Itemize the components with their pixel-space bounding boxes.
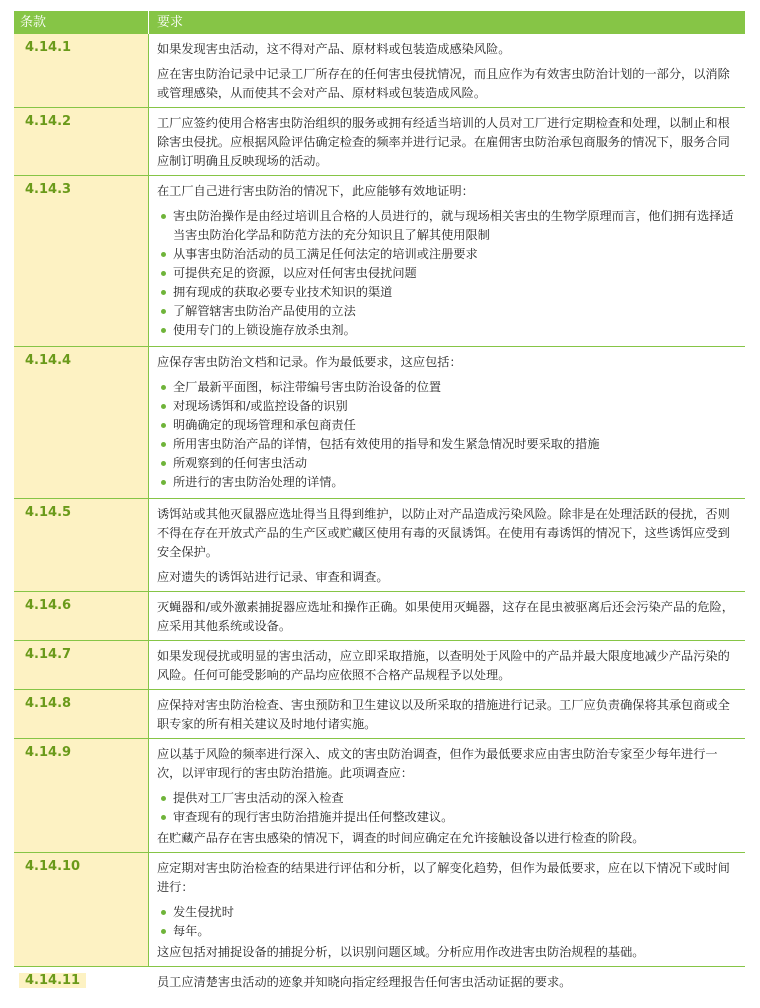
list-item (157, 207, 737, 245)
requirement-list (157, 789, 737, 827)
list-item-text: 所进行的害虫防治处理的详情。 (173, 475, 344, 489)
clause-number-cell (14, 592, 149, 640)
bullet-icon (161, 423, 166, 428)
table-row (14, 499, 745, 592)
list-item (157, 302, 737, 321)
requirement-paragraph: 这应包括对捕捉设备的捕捉分析，以识别问题区域。分析应用作改进害虫防治规程的基础。 (157, 945, 645, 959)
bullet-icon (161, 929, 166, 934)
requirement-cell (149, 34, 745, 107)
clause-number-cell (14, 34, 149, 107)
bullet-icon (161, 910, 166, 915)
list-item (157, 264, 737, 283)
requirement-cell (149, 690, 745, 738)
bullet-icon (161, 404, 166, 409)
list-item (157, 454, 737, 473)
requirement-list (157, 378, 737, 492)
list-item (157, 378, 737, 397)
list-item (157, 397, 737, 416)
clause-number-cell (14, 176, 149, 346)
clause-number-cell (14, 108, 149, 175)
clause-number-cell (14, 967, 149, 996)
list-item-text: 从事害虫防治活动的员工满足任何法定的培训或注册要求 (173, 247, 478, 261)
requirement-cell (149, 347, 745, 498)
clause-number-cell (14, 853, 149, 966)
clause-number: 4.14.8 (25, 696, 72, 711)
list-item (157, 245, 737, 264)
clause-number-cell (14, 499, 149, 591)
clause-number: 4.14.6 (25, 598, 72, 613)
requirement-paragraph: 员工应清楚害虫活动的迹象并知晓向指定经理报告任何害虫活动证据的要求。 (157, 975, 572, 989)
requirement-cell (149, 967, 745, 996)
clause-number: 4.14.10 (25, 859, 81, 874)
requirement-cell (149, 499, 745, 591)
bullet-icon (161, 328, 166, 333)
requirement-paragraph: 应保存害虫防治文档和记录。作为最低要求，这应包括： (157, 355, 462, 369)
list-item-text: 审查现有的现行害虫防治措施并提出任何整改建议。 (173, 810, 454, 824)
requirement-cell (149, 739, 745, 852)
clause-number-cell (14, 347, 149, 498)
requirement-paragraph: 应在害虫防治记录中记录工厂所存在的任何害虫侵扰情况，而且应作为有效害虫防治计划的一部分，以消除或管理感染，从而使其不会对产品、原材料或包装造成风险。 (157, 67, 730, 100)
clause-number: 4.14.5 (25, 505, 72, 520)
requirement-cell (149, 176, 745, 346)
table-row (14, 176, 745, 347)
clause-number: 4.14.3 (25, 182, 72, 197)
list-item-text: 发生侵扰时 (173, 905, 234, 919)
requirement-paragraph: 应定期对害虫防治检查的结果进行评估和分析，以了解变化趋势，但作为最低要求，应在以下情况下或时间进行： (157, 861, 730, 894)
table-header (14, 11, 745, 34)
requirement-paragraph: 工厂应签约使用合格害虫防治组织的服务或拥有经适当培训的人员对工厂进行定期检查和处理，以制止和根除害虫侵扰。应根据风险评估确定检查的频率并进行记录。在雇佣害虫防治承包商服务的情况下，服务合同应制订明确且反映现场的活动。 (157, 116, 730, 168)
bullet-icon (161, 815, 166, 820)
table-row (14, 739, 745, 853)
bullet-icon (161, 461, 166, 466)
requirement-paragraph: 如果发现害虫活动，这不得对产品、原材料或包装造成感染风险。 (157, 42, 511, 56)
requirement-paragraph: 应保持对害虫防治检查、害虫预防和卫生建议以及所采取的措施进行记录。工厂应负责确保将其承包商或全职专家的所有相关建议及时地付诸实施。 (157, 698, 730, 731)
requirement-cell (149, 108, 745, 175)
requirement-list (157, 207, 737, 340)
list-item-text: 了解管辖害虫防治产品使用的立法 (173, 304, 356, 318)
clause-number-cell (14, 690, 149, 738)
list-item-text: 对现场诱饵和/或监控设备的识别 (173, 399, 348, 413)
list-item-text: 提供对工厂害虫活动的深入检查 (173, 791, 344, 805)
header-requirement: 要求 (157, 15, 184, 30)
bullet-icon (161, 271, 166, 276)
list-item (157, 435, 737, 454)
requirement-paragraph: 应对遗失的诱饵站进行记录、审查和调查。 (157, 570, 389, 584)
table-row (14, 108, 745, 176)
list-item (157, 321, 737, 340)
bullet-icon (161, 796, 166, 801)
table-row (14, 967, 745, 996)
list-item-text: 害虫防治操作是由经过培训且合格的人员进行的，就与现场相关害虫的生物学原理而言，他们拥有选择适当害虫防治化学品和防范方法的充分知识且了解其使用限制 (173, 209, 734, 242)
bullet-icon (161, 290, 166, 295)
list-item-text: 可提供充足的资源，以应对任何害虫侵扰问题 (173, 266, 417, 280)
bullet-icon (161, 442, 166, 447)
table-row (14, 690, 745, 739)
clause-table (14, 11, 745, 996)
table-row (14, 641, 745, 690)
bullet-icon (161, 480, 166, 485)
clause-number: 4.14.9 (25, 745, 72, 760)
list-item-text: 使用专门的上锁设施存放杀虫剂。 (173, 323, 356, 337)
list-item (157, 473, 737, 492)
table-row (14, 853, 745, 967)
requirement-paragraph: 灭蝇器和/或外激素捕捉器应选址和操作正确。如果使用灭蝇器，这存在昆虫被驱离后还会污染产品的危险，应采用其他系统或设备。 (157, 600, 734, 633)
list-item (157, 808, 737, 827)
requirement-paragraph: 在工厂自己进行害虫防治的情况下，此应能够有效地证明： (157, 184, 474, 198)
list-item (157, 416, 737, 435)
clause-number: 4.14.1 (25, 40, 72, 55)
list-item-text: 所观察到的任何害虫活动 (173, 456, 308, 470)
requirement-paragraph: 应以基于风险的频率进行深入、成文的害虫防治调查，但作为最低要求应由害虫防治专家至少每年进行一次，以评审现行的害虫防治措施。此项调查应： (157, 747, 718, 780)
bullet-icon (161, 214, 166, 219)
requirement-paragraph: 在贮藏产品存在害虫感染的情况下，调查的时间应确定在允许接触设备以进行检查的阶段。 (157, 831, 645, 845)
requirement-list (157, 903, 737, 941)
list-item-text: 每年。 (173, 924, 210, 938)
bullet-icon (161, 309, 166, 314)
requirement-paragraph: 诱饵站或其他灭鼠器应选址得当且得到维护，以防止对产品造成污染风险。除非是在处理活跃的侵扰，否则不得在存在开放式产品的生产区或贮藏区使用有毒的灭鼠诱饵。在使用有毒诱饵的情况下，这些诱饵应受到安全保护。 (157, 507, 730, 559)
table-body (14, 34, 745, 996)
table-row (14, 592, 745, 641)
list-item (157, 922, 737, 941)
list-item (157, 283, 737, 302)
list-item (157, 789, 737, 808)
list-item-text: 所用害虫防治产品的详情，包括有效使用的指导和发生紧急情况时要采取的措施 (173, 437, 600, 451)
bullet-icon (161, 252, 166, 257)
clause-number: 4.14.11 (19, 973, 86, 988)
requirement-cell (149, 853, 745, 966)
requirement-cell (149, 592, 745, 640)
clause-number: 4.14.2 (25, 114, 72, 129)
requirement-paragraph: 如果发现侵扰或明显的害虫活动，应立即采取措施，以查明处于风险中的产品并最大限度地减少产品污染的风险。任何可能受影响的产品均应依照不合格产品规程予以处理。 (157, 649, 730, 682)
clause-number: 4.14.7 (25, 647, 72, 662)
table-row (14, 347, 745, 499)
clause-number-cell (14, 641, 149, 689)
clause-number: 4.14.4 (25, 353, 72, 368)
header-clause: 条款 (14, 11, 149, 34)
list-item-text: 明确确定的现场管理和承包商责任 (173, 418, 356, 432)
bullet-icon (161, 385, 166, 390)
list-item (157, 903, 737, 922)
clause-number-cell (14, 739, 149, 852)
list-item-text: 全厂最新平面图，标注带编号害虫防治设备的位置 (173, 380, 442, 394)
list-item-text: 拥有现成的获取必要专业技术知识的渠道 (173, 285, 393, 299)
table-row (14, 34, 745, 108)
requirement-cell (149, 641, 745, 689)
